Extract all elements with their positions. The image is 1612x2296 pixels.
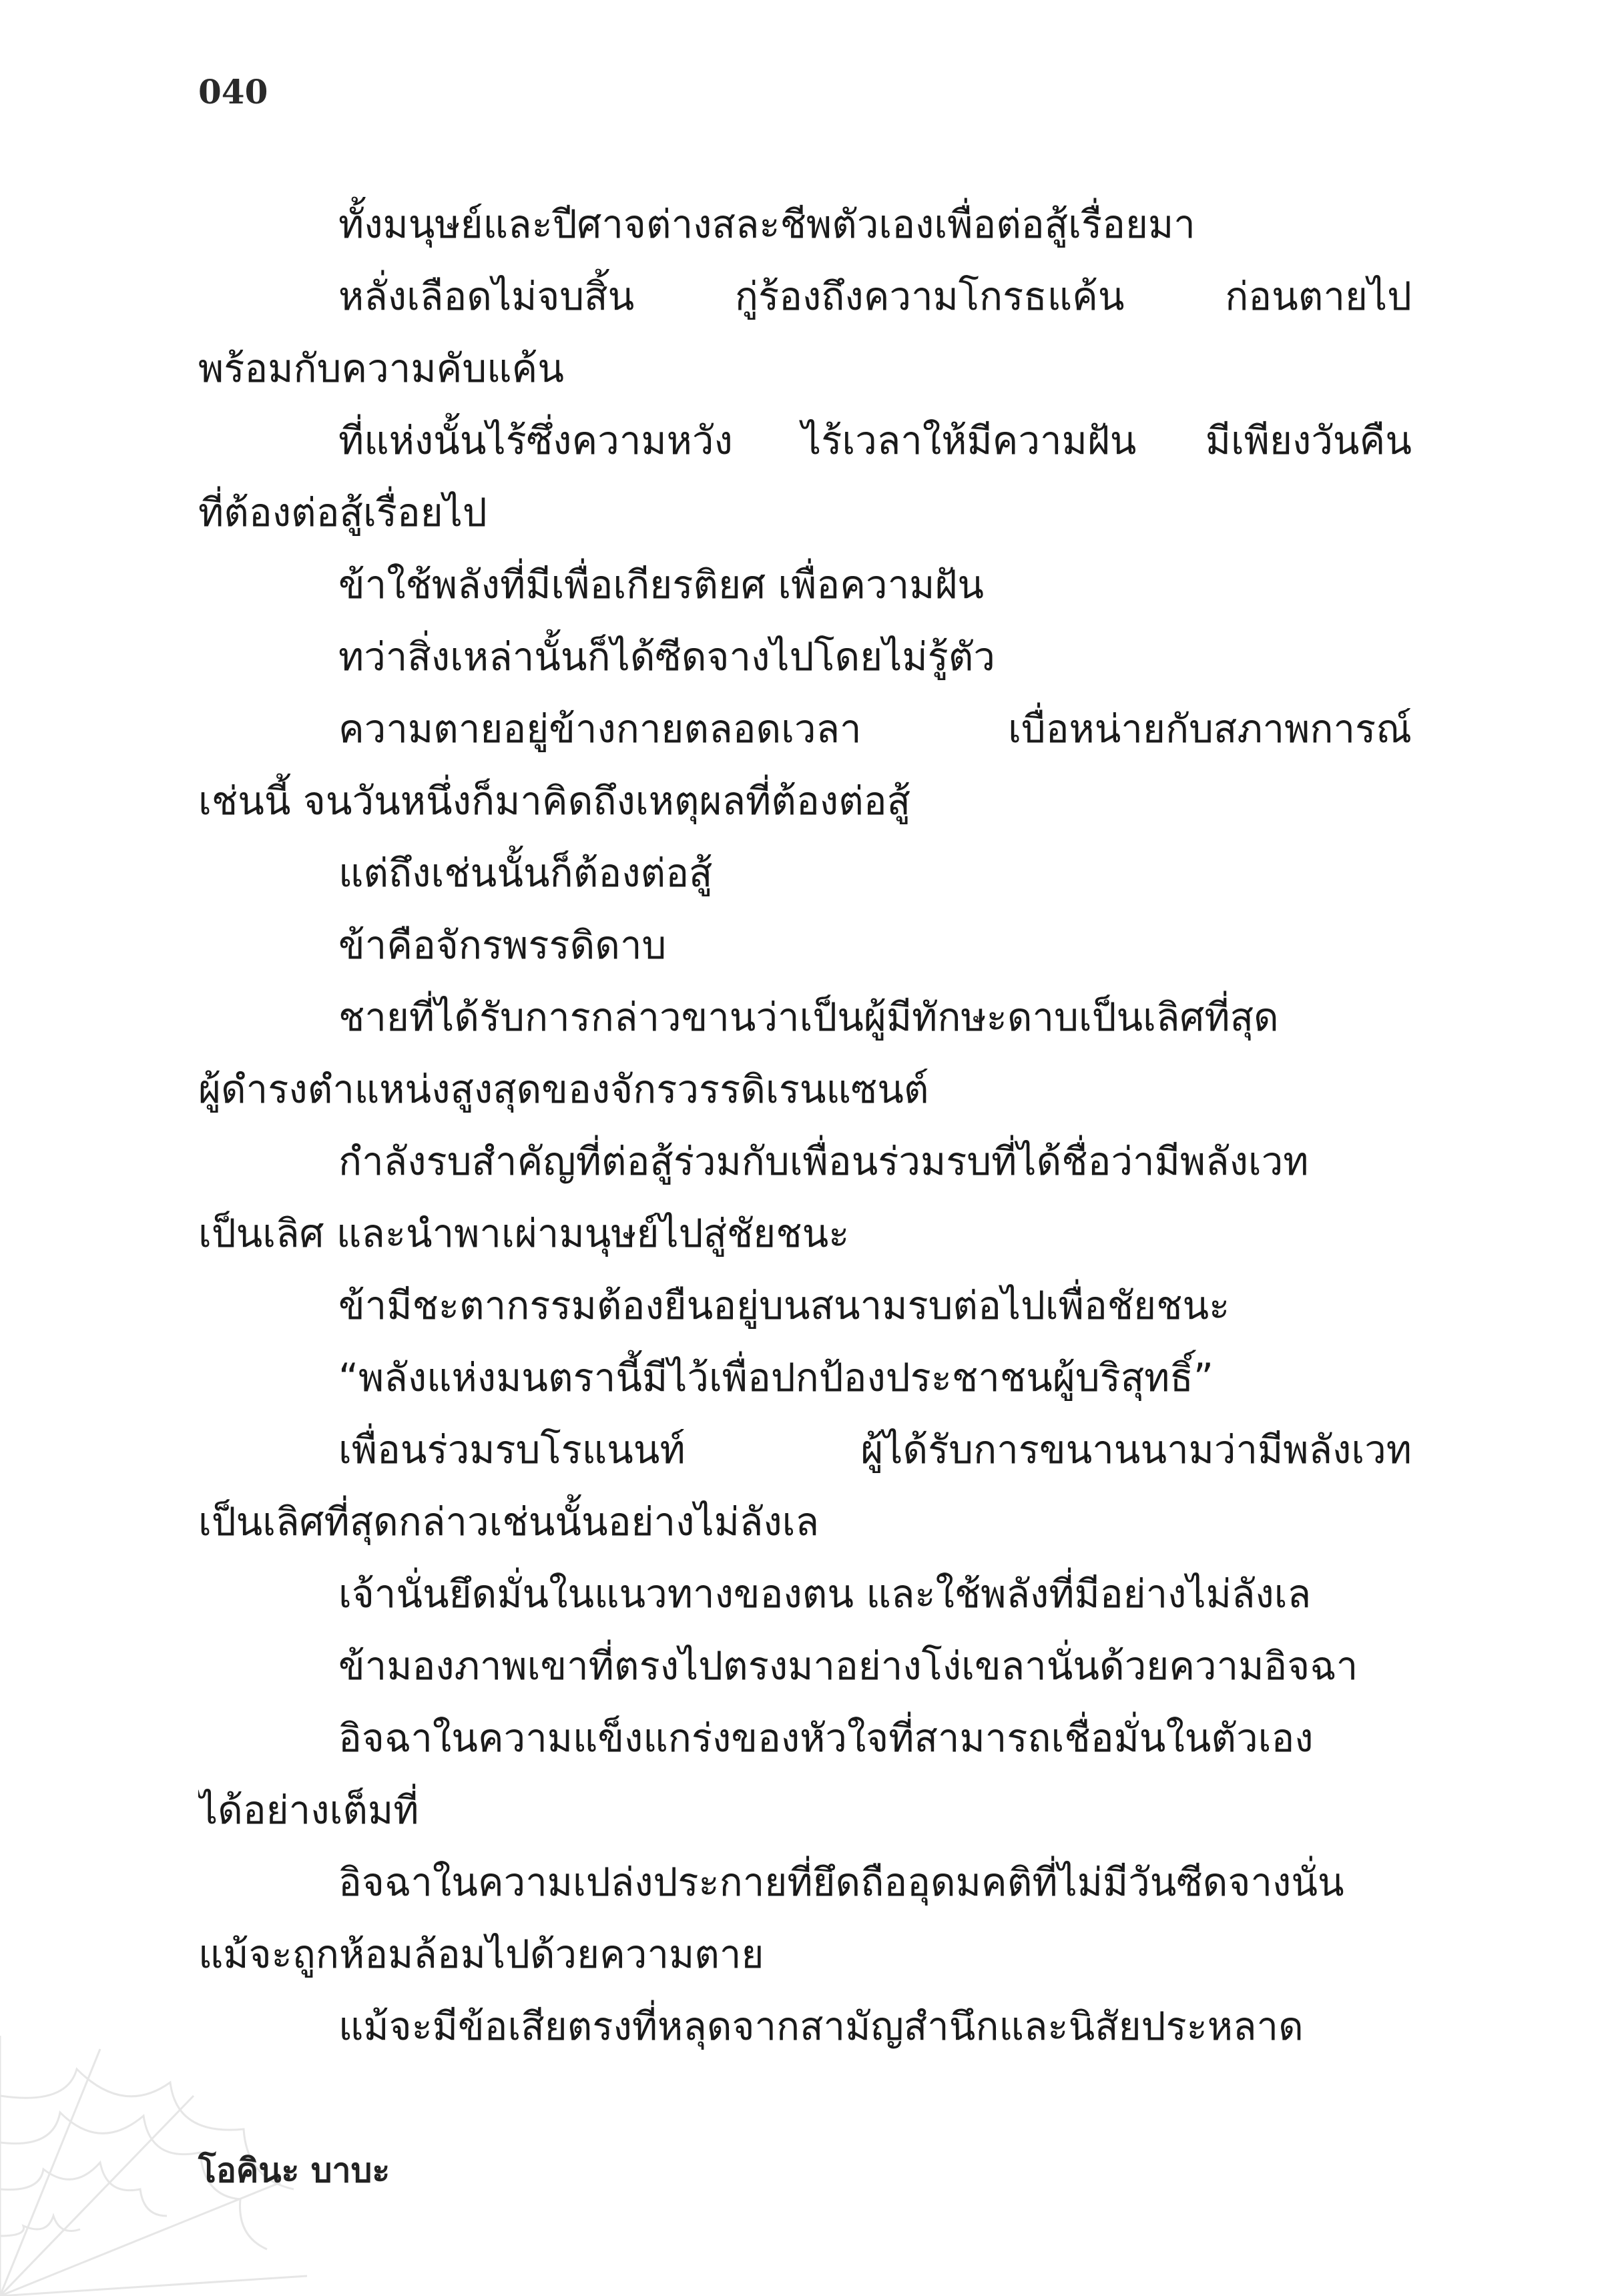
text-line: เจ้านั่นยึดมั่นในแนวทางของตน และใช้พลังที่มีอย่างไม่ลังเล — [338, 1571, 1312, 1617]
paragraph — [198, 981, 1412, 1125]
text-line: เช่นนี้ จนวันหนึ่งก็มาคิดถึงเหตุผลที่ต้องต่อสู้ — [198, 778, 910, 824]
text-line: ข้ามีชะตากรรมต้องยืนอยู่บนสนามรบต่อไปเพื่อชัยชนะ — [338, 1283, 1230, 1328]
paragraph — [198, 260, 1412, 404]
text-line: แม้จะมีข้อเสียตรงที่หลุดจากสามัญสำนึกและนิสัยประหลาด — [338, 2004, 1304, 2049]
text-line: “พลังแห่งมนตรานี้มีไว้เพื่อปกป้องประชาชนผู้บริสุทธิ์” — [338, 1355, 1214, 1400]
text-line: หลั่งเลือดไม่จบสิ้น กู่ร้องถึงความโกรธแค้น ก่อนตายไป — [338, 274, 1412, 319]
text-line: ข้าคือจักรพรรดิดาบ — [338, 922, 667, 968]
paragraph — [198, 188, 1412, 260]
text-line: เพื่อนร่วมรบโรแนนท์ ผู้ได้รับการขนานนามว่ามีพลังเวท — [338, 1427, 1412, 1472]
text-line: แต่ถึงเช่นนั้นก็ต้องต่อสู้ — [338, 850, 713, 896]
paragraph — [198, 404, 1412, 549]
footer-author-title: โอคินะ บาบะ — [198, 2151, 390, 2190]
paragraph — [198, 1846, 1412, 1990]
paragraph — [198, 1342, 1412, 1414]
text-line: ผู้ดำรงตำแหน่งสูงสุดของจักรวรรดิเรนแซนต์ — [198, 1067, 929, 1112]
text-line: ความตายอยู่ข้างกายตลอดเวลา เบื่อหน่ายกับสภาพการณ์ — [338, 706, 1412, 752]
paragraph — [198, 1990, 1412, 2062]
text-line: อิจฉาในความแข็งแกร่งของหัวใจที่สามารถเชื่อมั่นในตัวเอง — [338, 1715, 1314, 1761]
text-line: ที่แห่งนั้นไร้ซึ่งความหวัง ไร้เวลาให้มีความฝัน มีเพียงวันคืน — [338, 418, 1412, 463]
text-line: อิจฉาในความเปล่งประกายที่ยึดถืออุดมคติที่ไม่มีวันซีดจางนั่น — [338, 1859, 1344, 1905]
text-line: ได้อย่างเต็มที่ — [198, 1787, 419, 1833]
text-line: เป็นเลิศที่สุดกล่าวเช่นนั้นอย่างไม่ลังเล — [198, 1499, 820, 1544]
paragraph — [198, 1630, 1412, 1702]
text-line: เป็นเลิศ และนำพาเผ่ามนุษย์ไปสู่ชัยชนะ — [198, 1211, 850, 1256]
page-number: 040 — [198, 72, 268, 111]
text-line: ที่ต้องต่อสู้เรื่อยไป — [198, 490, 487, 535]
text-line: ข้ามองภาพเขาที่ตรงไปตรงมาอย่างโง่เขลานั่นด้วยความอิจฉา — [338, 1643, 1358, 1689]
paragraph — [198, 1125, 1412, 1269]
paragraph — [198, 909, 1412, 981]
text-line: ทั้งมนุษย์และปีศาจต่างสละชีพตัวเองเพื่อต่อสู้เรื่อยมา — [338, 202, 1195, 247]
text-line: ชายที่ได้รับการกล่าวขานว่าเป็นผู้มีทักษะดาบเป็นเลิศที่สุด — [338, 994, 1279, 1040]
paragraph — [198, 549, 1412, 621]
paragraph — [198, 621, 1412, 693]
paragraph — [198, 1702, 1412, 1846]
paragraph — [198, 1558, 1412, 1630]
paragraph — [198, 693, 1412, 837]
text-line: ข้าใช้พลังที่มีเพื่อเกียรติยศ เพื่อความฝัน — [338, 562, 985, 607]
paragraph — [198, 1414, 1412, 1558]
body-text — [198, 188, 1412, 2062]
text-line: พร้อมกับความคับแค้น — [198, 346, 564, 391]
text-line: แม้จะถูกห้อมล้อมไปด้วยความตาย — [198, 1932, 764, 1977]
text-line: กำลังรบสำคัญที่ต่อสู้ร่วมกับเพื่อนร่วมรบที่ได้ชื่อว่ามีพลังเวท — [338, 1139, 1309, 1184]
paragraph — [198, 837, 1412, 909]
paragraph — [198, 1269, 1412, 1342]
text-line: ทว่าสิ่งเหล่านั้นก็ได้ซีดจางไปโดยไม่รู้ตัว — [338, 634, 995, 679]
